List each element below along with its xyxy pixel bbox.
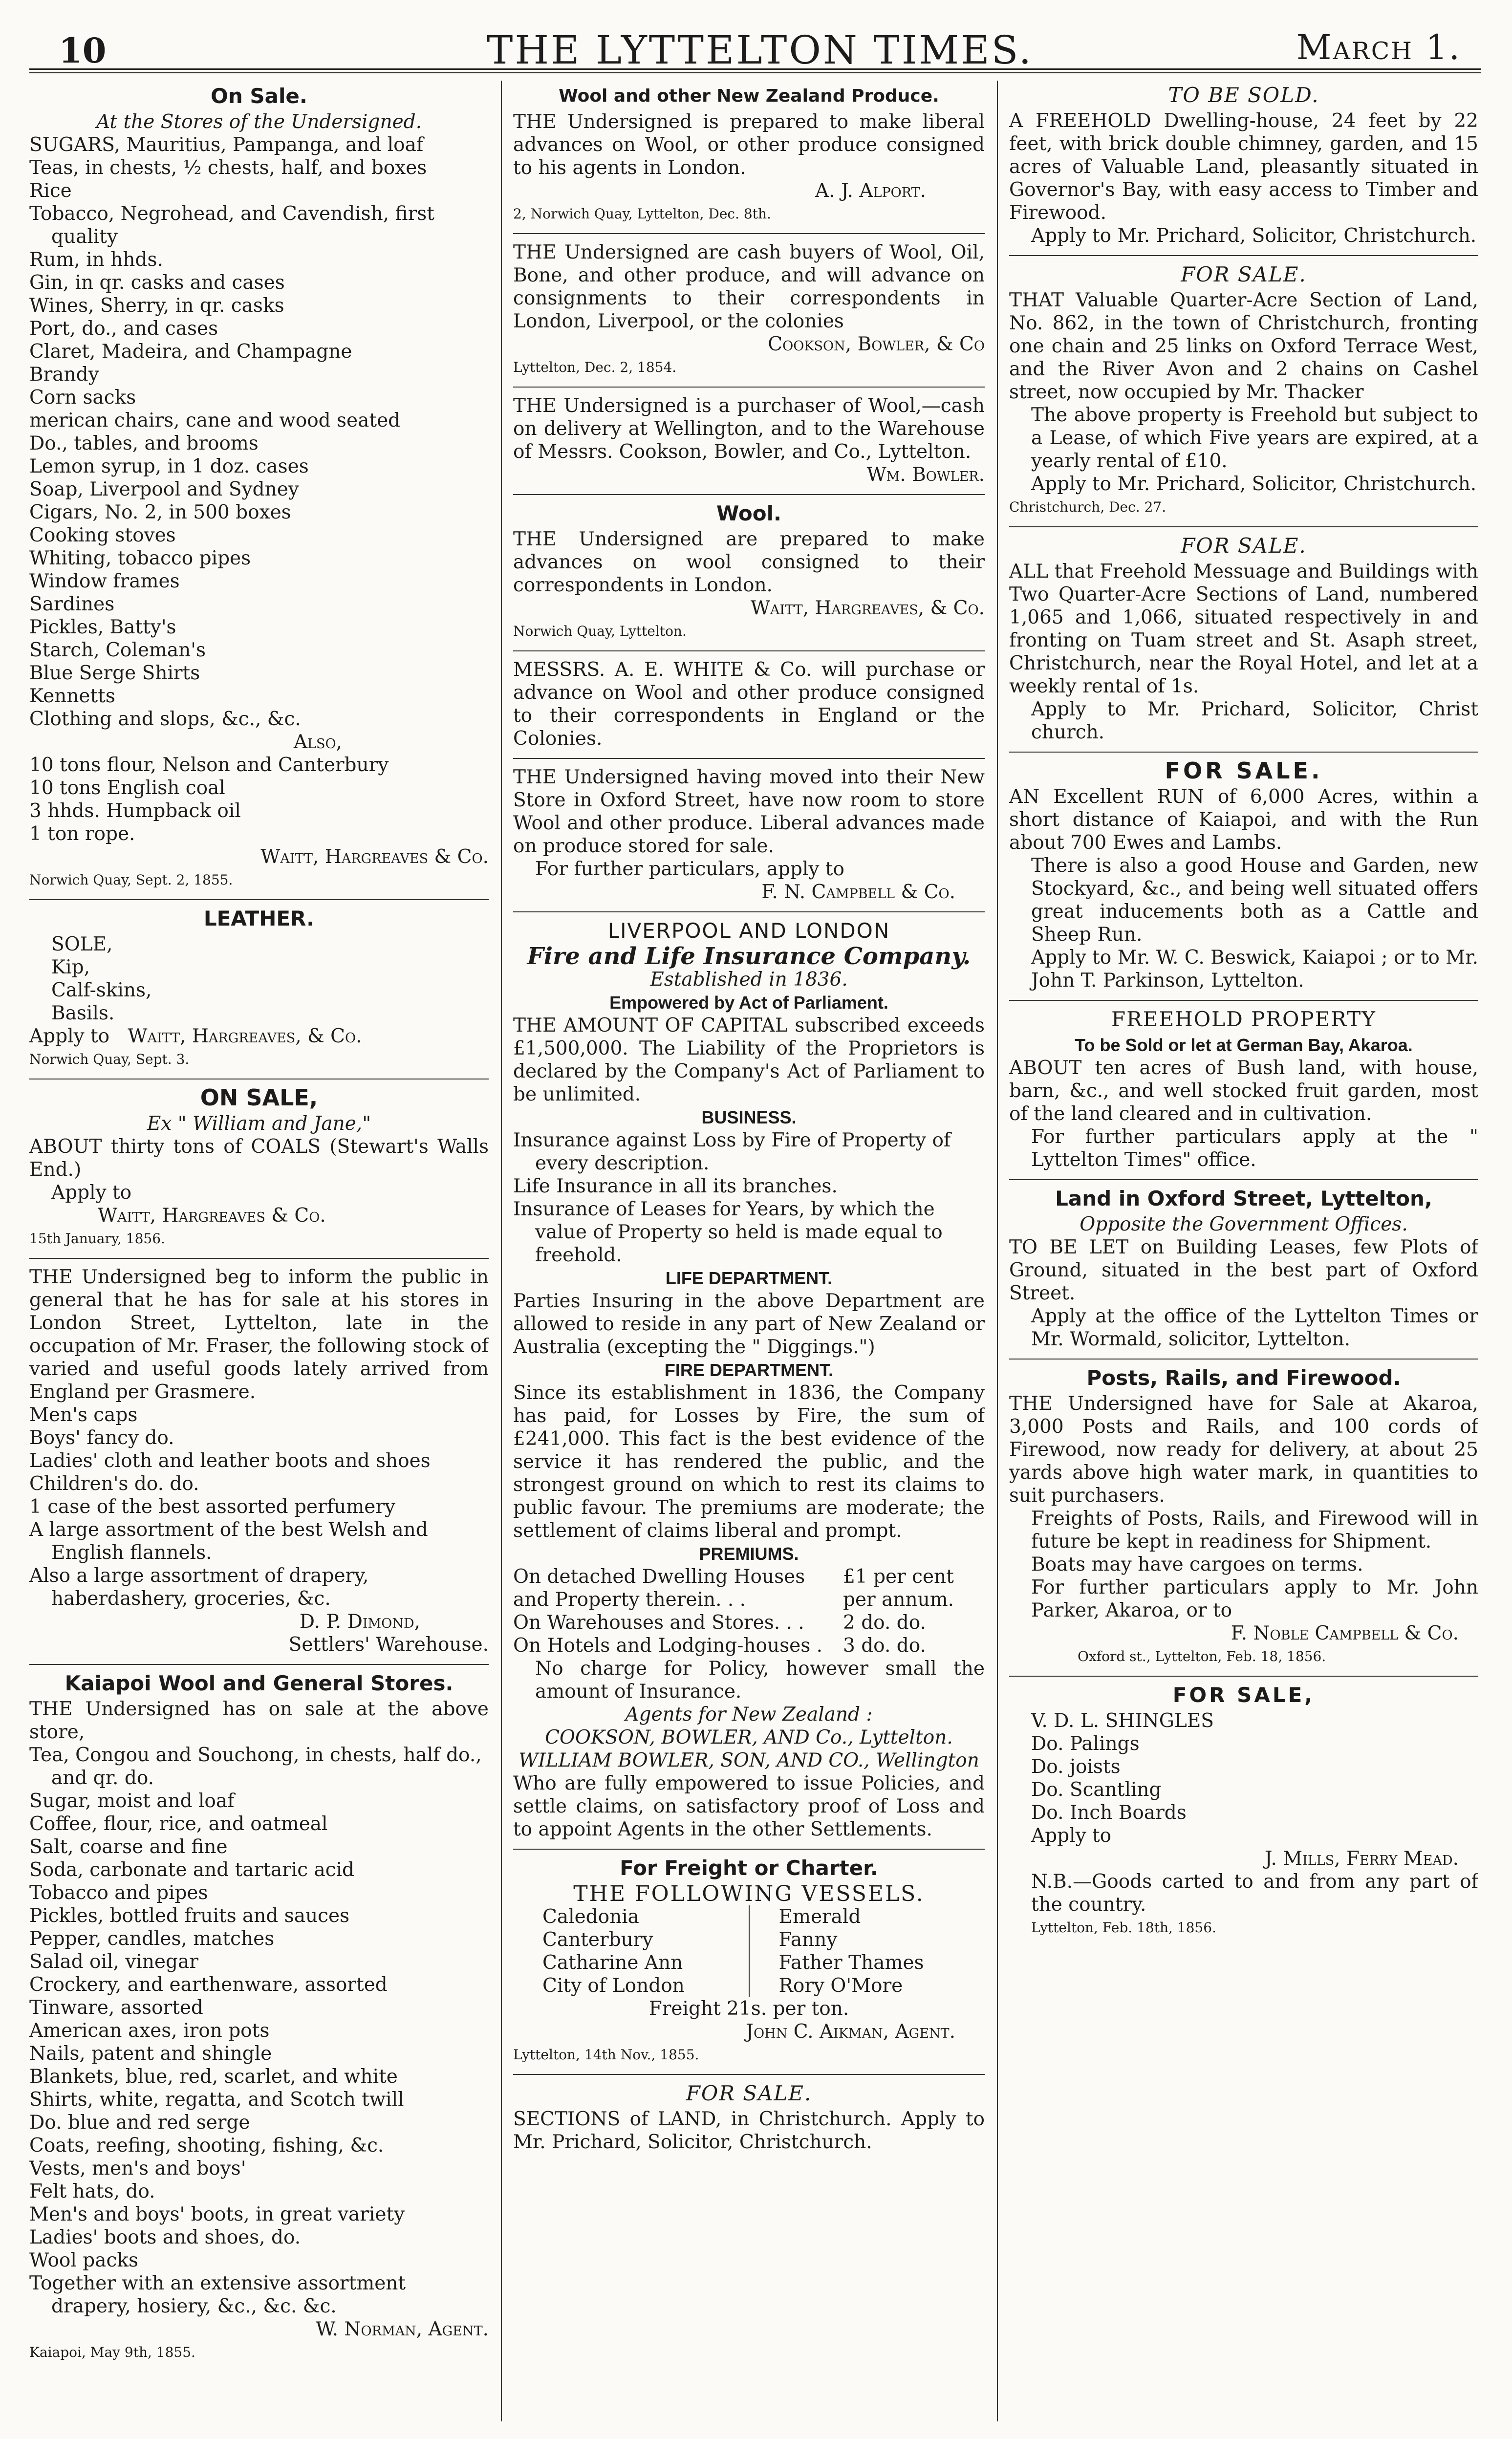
ad-white <box>513 658 985 750</box>
list-item: Soap, Liverpool and Sydney <box>29 478 299 500</box>
ad-campbell <box>513 766 985 904</box>
ad-posts-rails <box>1009 1366 1478 1668</box>
ad-divider <box>513 387 985 388</box>
empowered-line: Empowered by Act of Parliament. <box>609 993 888 1013</box>
list-item: Do. Palings <box>1031 1733 1140 1755</box>
ad-body: SECTIONS of LAND, in Christchurch. Apply to Mr. Prichard, Solicitor, Christchurch. <box>513 2108 985 2153</box>
list-item: V. D. L. SHINGLES <box>1031 1710 1214 1732</box>
list-item: Do. blue and red serge <box>29 2112 250 2134</box>
ad-body: ABOUT ten acres of Bush land, with house, barn, &c., and well stocked fruit garden, most of the land cleared and in cultivation. <box>1009 1057 1478 1125</box>
ad-oxford-street <box>1009 1187 1478 1351</box>
ad-signature: A. J. Alport. <box>815 180 926 202</box>
list-item: Fanny <box>778 1929 838 1951</box>
list-item: Tobacco, Negrohead, and Cavendish, first quality <box>29 203 434 248</box>
closing-text: Who are fully empowered to issue Policies, and settle claims, on satisfactory proof of Loss and to appoint Agents in the other Settlements. <box>513 1772 985 1840</box>
ad-heading: ON SALE, <box>200 1084 318 1111</box>
list-item: Coffee, flour, rice, and oatmeal <box>29 1813 328 1835</box>
goods-list <box>29 933 489 1025</box>
list-item: Pepper, candles, matches <box>29 1928 275 1950</box>
ad-body-3: Boats may have cargoes on terms. <box>1031 1554 1363 1576</box>
list-item: Pickles, Batty's <box>29 616 176 638</box>
ad-divider <box>1009 1676 1478 1677</box>
ad-signature-line-2: Settlers' Warehouse. <box>288 1634 489 1656</box>
ad-apply: Apply to Mr. W. C. Beswick, Kaiapoi ; or to Mr. John T. Parkinson, Lyttelton. <box>1031 947 1478 992</box>
list-item: Port, do., and cases <box>29 318 218 340</box>
list-item: Sugar, moist and loaf <box>29 1790 235 1812</box>
list-item: Together with an extensive assortment drapery, hosiery, &c., &c. &c. <box>29 2272 406 2317</box>
ad-wool <box>513 502 985 643</box>
fire-text: Since its establishment in 1836, the Company has paid, for Losses by Fire, the sum of £241,000. This fact is the best evidence of the service it has rendered the public, and the strongest ground on which to rest its claims to public favour. The premiums are moderate; the settlement of claims liberal and prompt. <box>513 1382 985 1542</box>
ad-divider <box>513 650 985 651</box>
ad-shingles <box>1009 1684 1478 1939</box>
ad-body: THE Undersigned having moved into their New Store in Oxford Street, have now room to store Wool and other produce. Liberal advances made on produce stored for sale. <box>513 766 985 857</box>
list-item: Wines, Sherry, in qr. casks <box>29 295 284 317</box>
ad-body: MESSRS. A. E. WHITE & Co. will purchase or advance on Wool and other produce consigned to their correspondents in England or the Colonies. <box>513 659 985 750</box>
ad-heading: On Sale. <box>211 84 307 108</box>
ad-quarter-acre <box>1009 263 1478 518</box>
capital-text: THE AMOUNT OF CAPITAL subscribed exceeds £1,500,000. The Liability of the Proprietors is declared by the Company's Act of Parliament to be unlimited. <box>513 1014 985 1105</box>
masthead-rule <box>29 68 1481 73</box>
ad-signature: Waitt, Hargreaves, & Co. <box>128 1025 362 1047</box>
apply-label: For further particulars, apply to <box>535 858 844 880</box>
ad-heading: Land in Oxford Street, Lyttelton, <box>1055 1187 1432 1210</box>
vessel-column <box>513 1905 749 1997</box>
list-item: 1 case of the best assorted perfumery <box>29 1496 395 1518</box>
ad-dateline: 2, Norwich Quay, Lyttelton, Dec. 8th. <box>513 206 771 222</box>
list-item: Kip, <box>51 956 90 978</box>
ad-divider <box>513 494 985 495</box>
list-item: Whiting, tobacco pipes <box>29 547 251 569</box>
list-item: American axes, iron pots <box>29 2020 270 2042</box>
ad-body: THE Undersigned are prepared to make advances on wool consigned to their correspondents in London. <box>513 528 985 596</box>
premium-label: On Hotels and Lodging-houses . <box>513 1635 823 1657</box>
ad-body: TO BE LET on Building Leases, few Plots of Ground, situated in the best part of Oxford Street. <box>1009 1236 1478 1304</box>
ad-signature: J. Mills, Ferry Mead. <box>1264 1848 1459 1870</box>
ad-dateline: Oxford st., Lyttelton, Feb. 18, 1856. <box>1078 1648 1326 1664</box>
ad-coals <box>29 1086 489 1250</box>
ad-heading: FOR SALE. <box>1181 534 1307 558</box>
ad-run <box>1009 759 1478 992</box>
ad-heading: Wool and other New Zealand Produce. <box>559 86 939 106</box>
premium-rate: 2 do. do. <box>843 1612 926 1634</box>
vessel-list <box>513 1905 985 1997</box>
list-item: Brandy <box>29 364 99 386</box>
list-item: Men's caps <box>29 1404 138 1426</box>
list-item: Do. Inch Boards <box>1031 1802 1187 1824</box>
ad-body: THE Undersigned is prepared to make liberal advances on Wool, or other produce consigned to his agents in London. <box>513 111 985 179</box>
ad-kaiapoi <box>29 1672 489 2364</box>
list-item: Starch, Coleman's <box>29 639 206 661</box>
ad-subheading: Opposite the Government Offices. <box>1080 1213 1408 1235</box>
ad-subheading: To be Sold or let at German Bay, Akaroa. <box>1075 1035 1413 1055</box>
ad-apply: Apply to Mr. Prichard, Solicitor, Christchurch. <box>1031 225 1477 247</box>
ad-insurance <box>513 919 985 1841</box>
ad-apply: Apply at the office of the Lyttelton Times or Mr. Wormald, solicitor, Lyttelton. <box>1031 1305 1478 1350</box>
list-item: Caledonia <box>542 1906 639 1928</box>
list-item: Father Thames <box>778 1952 924 1974</box>
list-item: Insurance of Leases for Years, by which the value of Property so held is made equal to freehold. <box>513 1198 943 1266</box>
vessel-column <box>749 1905 985 1997</box>
list-item: Calf-skins, <box>51 979 152 1001</box>
premium-label: On Warehouses and Stores. . . <box>513 1612 804 1634</box>
list-item: Insurance against Loss by Fire of Property of every description. <box>513 1129 951 1174</box>
ad-heading: FOR SALE. <box>686 2081 812 2105</box>
column-2 <box>513 81 985 2426</box>
issue-date: March 1. <box>1296 27 1461 67</box>
ad-apply: Apply to Mr. Prichard, Solicitor, Christ church. <box>1031 698 1478 743</box>
ad-dateline: Christchurch, Dec. 27. <box>1009 499 1166 515</box>
ad-divider <box>1009 255 1478 256</box>
list-item: Blankets, blue, red, scarlet, and white <box>29 2066 398 2088</box>
established-line: Established in 1836. <box>650 969 848 991</box>
list-item: Felt hats, do. <box>29 2180 155 2202</box>
ad-body: THE Undersigned is a purchaser of Wool,—cash on delivery at Wellington, and to the Warehouse of Messrs. Cookson, Bowler, and Co., Lyttelton. <box>513 395 985 463</box>
ad-body-4: For further particulars apply to Mr. John Parker, Akaroa, or to <box>1031 1576 1478 1621</box>
column-rule <box>997 81 998 2421</box>
column-rule <box>501 81 502 2421</box>
ad-dateline: Lyttelton, Dec. 2, 1854. <box>513 359 677 375</box>
ad-note: N.B.—Goods carted to and from any part of the country. <box>1031 1871 1478 1916</box>
list-item: Salt, coarse and fine <box>29 1836 228 1858</box>
ad-freehold-property <box>1009 1008 1478 1171</box>
ad-divider <box>1009 526 1478 527</box>
list-item: Ladies' cloth and leather boots and shoes <box>29 1450 431 1472</box>
goods-list <box>29 754 489 845</box>
ad-divider <box>1009 1000 1478 1001</box>
also-label: Also, <box>293 731 342 753</box>
ad-apply: Apply to Mr. Prichard, Solicitor, Christchurch. <box>1031 473 1477 495</box>
ad-dateline: Norwich Quay, Sept. 3. <box>29 1051 190 1067</box>
apply-label: Apply to <box>1031 1825 1112 1847</box>
list-item: merican chairs, cane and wood seated <box>29 410 401 432</box>
list-item: City of London <box>542 1975 685 1997</box>
ad-divider <box>29 1664 489 1665</box>
ad-heading: For Freight or Charter. <box>620 1856 878 1880</box>
list-item: Shirts, white, regatta, and Scotch twill <box>29 2089 404 2111</box>
list-item: Wool packs <box>29 2249 138 2271</box>
ad-heading: LIVERPOOL AND LONDON <box>607 919 890 943</box>
goods-list <box>29 1403 489 1610</box>
business-list <box>513 1129 985 1267</box>
ad-divider <box>29 1258 489 1259</box>
section-heading: LIFE DEPARTMENT. <box>665 1268 833 1288</box>
list-item: Life Insurance in all its branches. <box>513 1175 838 1197</box>
goods-list <box>1009 1709 1478 1824</box>
ad-dateline: Lyttelton, Feb. 18th, 1856. <box>1031 1920 1216 1936</box>
ad-body-2: The above property is Freehold but subject to a Lease, of which Five years are expired, at a yearly rental of £10. <box>1031 404 1478 472</box>
premium-row <box>513 1634 985 1657</box>
list-item: A large assortment of the best Welsh and English flannels. <box>29 1519 428 1564</box>
list-item: Cooking stoves <box>29 524 176 546</box>
list-item: Men's and boys' boots, in great variety <box>29 2203 405 2225</box>
agents-list <box>513 1726 985 1772</box>
list-item: Kennetts <box>29 685 115 707</box>
ad-body: THE FOLLOWING VESSELS. <box>573 1881 925 1906</box>
list-item: Tinware, assorted <box>29 1997 203 2019</box>
ad-on-sale <box>29 85 489 891</box>
list-item: Rum, in hhds. <box>29 249 163 271</box>
list-item: COOKSON, BOWLER, AND Co., Lyttelton. <box>545 1727 953 1748</box>
list-item: Tea, Congou and Souchong, in chests, half do., and qr. do. <box>29 1744 482 1789</box>
ad-body: AN Excellent RUN of 6,000 Acres, within a short distance of Kaiapoi, and with the Run about 700 Ewes and Lambs. <box>1009 786 1478 854</box>
list-item: Do. joists <box>1031 1756 1121 1778</box>
list-item: Salad oil, vinegar <box>29 1951 198 1973</box>
ad-body: A FREEHOLD Dwelling-house, 24 feet by 22 feet, with brick double chimney, garden, and 15 acres of Valuable Land, pleasantly situated in Governor's Bay, with easy access to Timber and Firewood. <box>1009 110 1478 224</box>
list-item: 10 tons flour, Nelson and Canterbury <box>29 754 389 776</box>
ad-dateline: Lyttelton, 14th Nov., 1855. <box>513 2047 699 2063</box>
ad-heading: FOR SALE, <box>1172 1683 1315 1707</box>
ad-cookson <box>513 241 985 379</box>
list-item: Teas, in chests, ½ chests, half, and boxes <box>29 157 427 179</box>
list-item: Rory O'More <box>778 1975 903 1997</box>
list-item: Nails, patent and shingle <box>29 2043 272 2065</box>
list-item: Children's do. do. <box>29 1473 199 1495</box>
premium-row <box>513 1611 985 1634</box>
ad-signature: Waitt, Hargreaves & Co. <box>260 846 489 868</box>
ad-body: THE Undersigned are cash buyers of Wool, Oil, Bone, and other produce, and will advance on consignments to their correspondents in London, Liverpool, or the colonies <box>513 241 985 332</box>
ad-apply <box>29 1025 489 1048</box>
ad-body: ABOUT thirty tons of COALS (Stewart's Walls End.) <box>29 1136 489 1181</box>
ad-dateline: 15th January, 1856. <box>29 1230 165 1247</box>
ad-divider <box>513 233 985 234</box>
list-item: Crockery, and earthenware, assorted <box>29 1974 388 1996</box>
list-item: Corn sacks <box>29 387 136 409</box>
list-item: Ladies' boots and shoes, do. <box>29 2226 301 2248</box>
ad-heading: Wool. <box>716 501 781 525</box>
ad-divider <box>513 1849 985 1850</box>
ad-heading: FOR SALE. <box>1165 757 1323 784</box>
section-heading: PREMIUMS. <box>699 1544 799 1564</box>
list-item: 3 hhds. Humpback oil <box>29 800 241 822</box>
list-item: Coats, reefing, shooting, fishing, &c. <box>29 2135 384 2157</box>
list-item: Lemon syrup, in 1 doz. cases <box>29 455 309 477</box>
freight-rate: Freight 21s. per ton. <box>648 1998 849 2020</box>
no-charge-text: No charge for Policy, however small the amount of Insurance. <box>535 1658 985 1703</box>
ad-signature: Waitt, Hargreaves, & Co. <box>750 597 985 619</box>
ad-divider <box>1009 1359 1478 1360</box>
ad-dateline: Norwich Quay, Lyttelton. <box>513 623 687 639</box>
list-item: Vests, men's and boys' <box>29 2158 246 2180</box>
ad-divider <box>1009 752 1478 753</box>
ad-sections <box>513 2082 985 2154</box>
page-number: 10 <box>59 30 107 71</box>
ad-dateline: Kaiapoi, May 9th, 1855. <box>29 2344 195 2360</box>
company-name: Fire and Life Insurance Company. <box>527 943 971 970</box>
ad-bowler <box>513 394 985 486</box>
list-item: Emerald <box>778 1906 861 1928</box>
list-item: Sardines <box>29 593 115 615</box>
list-item: Claret, Madeira, and Champagne <box>29 341 352 363</box>
ad-body: THE Undersigned has on sale at the above store, <box>29 1698 489 1743</box>
list-item: 10 tons English coal <box>29 777 225 799</box>
apply-label: Apply to <box>51 1182 132 1204</box>
list-item: Also a large assortment of drapery, haberdashery, groceries, &c. <box>29 1565 369 1610</box>
ad-divider <box>513 911 985 912</box>
ad-heading: LEATHER. <box>203 907 315 930</box>
ad-subheading: At the Stores of the Undersigned. <box>96 111 422 133</box>
premiums-table <box>513 1565 985 1657</box>
ad-signature: W. Norman, Agent. <box>316 2318 489 2340</box>
ad-body: THAT Valuable Quarter-Acre Section of Land, No. 862, in the town of Christchurch, fronting one chain and 25 links on Oxford Terrace West, and the River Avon and 2 chains on Cashel street, now occupied by Mr. Thacker <box>1009 289 1478 403</box>
ad-freight <box>513 1856 985 2066</box>
ad-freehold-messuage <box>1009 534 1478 744</box>
premium-rate: 3 do. do. <box>843 1635 926 1657</box>
premium-label: On detached Dwelling Houses and Property therein. . . <box>513 1566 805 1611</box>
ad-signature: Waitt, Hargreaves & Co. <box>98 1205 326 1227</box>
ad-dwelling <box>1009 84 1478 247</box>
list-item: Gin, in qr. casks and cases <box>29 272 285 294</box>
ad-signature: Cookson, Bowler, & Co <box>768 333 985 355</box>
goods-list <box>29 1744 489 2318</box>
goods-list <box>29 133 489 731</box>
ad-dateline: Norwich Quay, Sept. 2, 1855. <box>29 872 233 888</box>
ad-heading: FOR SALE. <box>1181 262 1307 286</box>
ad-body: ALL that Freehold Messuage and Buildings with Two Quarter-Acre Sections of Land, numbered 1,065 and 1,066, situated respectively in and fronting on Tuam street and St. Asaph street, Christchurch, near the Royal Hotel, and let at a weekly rental of 1s. <box>1009 561 1478 697</box>
ad-signature: John C. Aikman, Agent. <box>746 2021 955 2043</box>
ad-heading: TO BE SOLD. <box>1168 83 1319 107</box>
list-item: Cigars, No. 2, in 500 boxes <box>29 501 291 523</box>
list-item: Do., tables, and brooms <box>29 432 259 454</box>
ad-dimond <box>29 1266 489 1656</box>
section-heading: FIRE DEPARTMENT. <box>664 1360 834 1380</box>
ad-signature: F. Noble Campbell & Co. <box>1231 1622 1459 1644</box>
agents-heading: Agents for New Zealand : <box>625 1704 873 1726</box>
ad-apply: For further particulars apply at the " Lyttelton Times" office. <box>1031 1126 1478 1171</box>
list-item: Pickles, bottled fruits and sauces <box>29 1905 350 1927</box>
masthead <box>44 24 1476 73</box>
list-item: Window frames <box>29 570 180 592</box>
section-heading: BUSINESS. <box>701 1107 797 1127</box>
list-item: SOLE, <box>51 933 113 955</box>
premium-row <box>513 1565 985 1611</box>
ad-divider <box>1009 1179 1478 1180</box>
ad-divider <box>29 899 489 900</box>
ad-body-2: There is also a good House and Garden, new Stockyard, &c., and being well situated offers great inducements both as a Cattle and Sheep Run. <box>1031 855 1478 946</box>
ad-body-2: Freights of Posts, Rails, and Firewood will in future be kept in readiness for Shipment. <box>1031 1508 1478 1553</box>
ad-heading: Posts, Rails, and Firewood. <box>1086 1366 1401 1390</box>
list-item: Do. Scantling <box>1031 1779 1162 1801</box>
column-1 <box>29 81 489 2426</box>
ad-leather <box>29 907 489 1071</box>
ad-signature: D. P. Dimond, <box>299 1611 420 1633</box>
ad-divider <box>513 758 985 759</box>
ad-alport <box>513 85 985 225</box>
ad-heading: Kaiapoi Wool and General Stores. <box>65 1671 454 1695</box>
list-item: Soda, carbonate and tartaric acid <box>29 1859 355 1881</box>
apply-label: Apply to <box>29 1025 110 1047</box>
ad-divider <box>513 2074 985 2075</box>
list-item: Boys' fancy do. <box>29 1427 174 1449</box>
list-item: 1 ton rope. <box>29 823 135 845</box>
list-item: Clothing and slops, &c., &c. <box>29 708 301 730</box>
list-item: Catharine Ann <box>542 1952 683 1974</box>
newspaper-title: THE LYTTELTON TIMES. <box>486 27 1033 73</box>
ad-heading: FREEHOLD PROPERTY <box>1111 1007 1376 1031</box>
ad-body: THE Undersigned have for Sale at Akaroa, 3,000 Posts and Rails, and 100 cords of Firewood, now ready for delivery, at about 25 yards above high water mark, in quantities to suit purchasers. <box>1009 1393 1478 1507</box>
list-item: Canterbury <box>542 1929 653 1951</box>
ad-body: THE Undersigned beg to inform the public in general that he has for sale at his stores in London Street, Lyttelton, late in the occupation of Mr. Fraser, the following stock of varied and useful goods lately arrived from England per Grasmere. <box>29 1266 489 1403</box>
list-item: WILLIAM BOWLER, SON, AND CO., Wellington <box>518 1749 979 1771</box>
list-item: Blue Serge Shirts <box>29 662 200 684</box>
ad-subheading: Ex " William and Jane," <box>147 1113 371 1135</box>
list-item: SUGARS, Mauritius, Pampanga, and loaf <box>29 134 424 156</box>
column-3 <box>1009 81 1478 2426</box>
ad-signature: F. N. Campbell & Co. <box>761 881 955 903</box>
list-item: Basils. <box>51 1002 115 1024</box>
premium-rate: £1 per cent per annum. <box>843 1566 954 1611</box>
list-item: Tobacco and pipes <box>29 1882 208 1904</box>
ad-signature: Wm. Bowler. <box>866 464 985 486</box>
list-item: Rice <box>29 180 72 202</box>
life-text: Parties Insuring in the above Department are allowed to reside in any part of New Zealand or Australia (excepting the " Diggings.") <box>513 1290 985 1358</box>
